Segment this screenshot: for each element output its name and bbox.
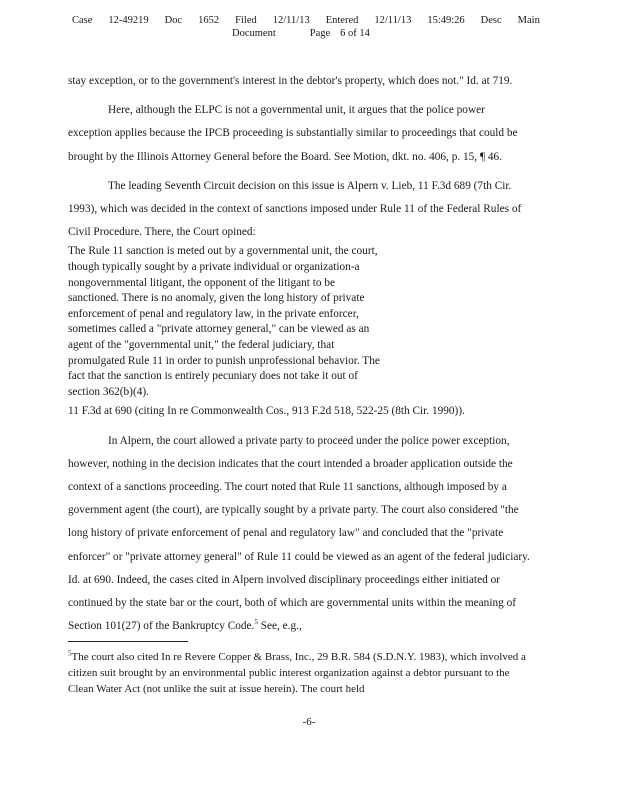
- entered-time: 15:49:26: [427, 15, 465, 26]
- entered-date: 12/11/13: [374, 15, 412, 26]
- footnote-reference: 5: [254, 618, 258, 627]
- page-number: -6-: [302, 716, 316, 728]
- page-of: 6 of 14: [340, 28, 370, 39]
- footnote-marker: 5: [68, 649, 72, 658]
- entered-label: Entered: [325, 15, 359, 26]
- document-label: Document: [232, 28, 276, 39]
- header-row-2: [72, 27, 542, 40]
- paragraph-5-text: In Alpern, the court allowed a private party to proceed under the police power exception, however, nothing in the decision indicates that the court intended a broader application outside the context of a sanctions proceeding. The court noted that Rule 11 sanctions, although imposed by a government agent (the court), are typically sought by a private party. The court also considered "the long history of private enforcement of penal and regulatory law" and concluded that the "private enforcer" or "private attorney general" of Rule 11 could be viewed as an agent of the federal judiciary. Id. at 690. Indeed, the cases cited in Alpern involved disciplinary proceedings either initiated or continued by the state bar or the court, both of which are governmental units within the meaning of Section 101(27) of the Bankruptcy Code.: [68, 434, 530, 633]
- paragraph-4: 11 F.3d at 690 (citing In re Commonwealth Cos., 913 F.2d 518, 522-25 (8th Cir. 1990)).: [68, 405, 465, 418]
- header-row-1: [72, 14, 542, 27]
- footnote: [68, 650, 530, 697]
- doc-number: 1652: [198, 15, 220, 26]
- desc-value: Main: [517, 15, 540, 26]
- paragraph-3: The leading Seventh Circuit decision on this issue is Alpern v. Lieb, 11 F.3d 689 (7th Cir. 1993), which was decided in the context of sanctions imposed under Rule 11 of the Federal Rules of Civil Procedure. There, the Court opined:: [68, 179, 522, 239]
- case-label: Case: [72, 15, 93, 26]
- filed-label: Filed: [235, 15, 257, 26]
- paragraph-2: Here, although the ELPC is not a governmental unit, it argues that the police power exception applies because the IPCB proceeding is substantially similar to proceedings that could be brought by the Illinois Attorney General before the Board. See Motion, dkt. no. 406, p. 15, ¶ 46.: [68, 104, 518, 163]
- paragraph-5-tail: See, e.g.,: [257, 620, 302, 633]
- desc-label: Desc: [480, 15, 502, 26]
- doc-label: Doc: [164, 15, 183, 26]
- document-body: [68, 70, 530, 697]
- paragraph-1: stay exception, or to the government's interest in the debtor's property, which does not." Id. at 719.: [68, 75, 513, 87]
- case-number: 12-49219: [108, 15, 149, 26]
- paragraph-5: [68, 430, 530, 639]
- filed-date: 12/11/13: [272, 15, 310, 26]
- footnote-text: The court also cited In re Revere Copper & Brass, Inc., 29 B.R. 584 (S.D.N.Y. 1983), which involved a citizen suit brought by an environmental public interest organization against a debtor pursuant to the Clean Water Act (not unlike the suit at issue herein). The court held: [68, 651, 526, 695]
- page-label: Page: [309, 28, 331, 39]
- court-filing-header: [72, 14, 542, 40]
- footnote-divider: [68, 641, 188, 642]
- block-quote: The Rule 11 sanction is meted out by a governmental unit, the court, though typically sought by a private individual or organization-a nongovernmental litigant, the opponent of the litigant to be sanctioned. There is no anomaly, given the long history of private enforcement of penal and regulatory law, in the private enforcer, sometimes called a "private attorney general," can be viewed as an agent of the "governmental unit," the federal judiciary, that promulgated Rule 11 in order to punish unprofessional behavior. The fact that the sanction is entirely pecuniary does not take it out of section 362(b)(4).: [68, 245, 380, 398]
